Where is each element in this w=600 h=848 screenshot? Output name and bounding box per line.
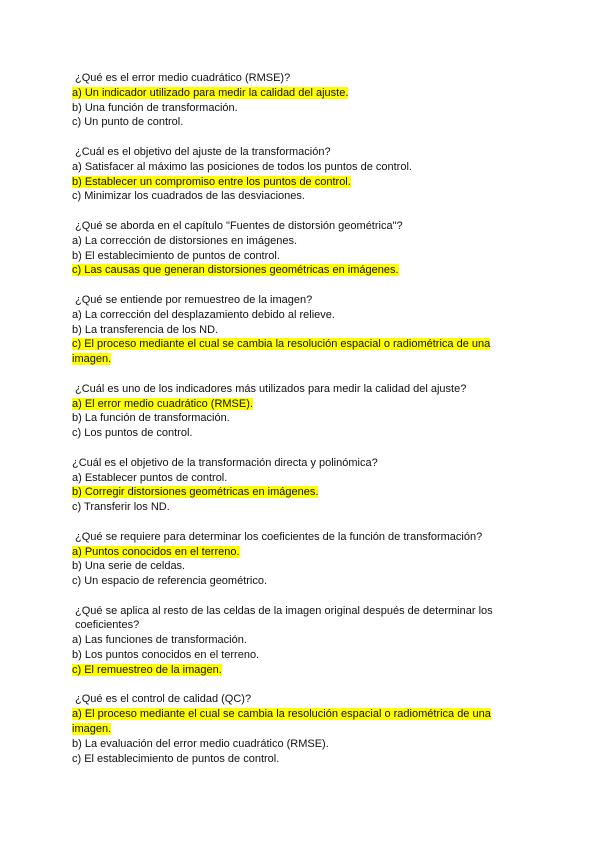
- answer-text: b) La transferencia de los ND.: [72, 323, 219, 336]
- answer-option: [72, 411, 500, 426]
- answer-text: c) El proceso mediante el cual se cambia la resolución espacial o radiométrica de una imagen.: [72, 338, 491, 366]
- answer-text: b) El establecimiento de puntos de control.: [72, 249, 280, 262]
- question-text: ¿Qué es el control de calidad (QC)?: [75, 693, 252, 706]
- question-block: [72, 293, 500, 367]
- answer-text: a) Puntos conocidos en el terreno.: [72, 545, 240, 558]
- answer-option: [72, 752, 500, 767]
- answer-text: c) Minimizar los cuadrados de las desviaciones.: [72, 190, 305, 203]
- answer-text: c) Un espacio de referencia geométrico.: [72, 575, 268, 588]
- answer-text: c) Las causas que generan distorsiones geométricas en imágenes.: [72, 264, 399, 277]
- question-text: ¿Cuál es el objetivo del ajuste de la transformación?: [75, 145, 331, 158]
- answer-option-correct: [72, 663, 500, 678]
- answer-option: [72, 426, 500, 441]
- answer-option-correct: [72, 545, 500, 560]
- answer-text: c) El establecimiento de puntos de control.: [72, 752, 280, 765]
- document-page: [72, 71, 500, 781]
- answer-text: a) La corrección del desplazamiento debido al relieve.: [72, 308, 335, 321]
- answer-option: [72, 234, 500, 249]
- answer-option: [72, 308, 500, 323]
- question-block: [72, 456, 500, 515]
- question-text: ¿Qué se requiere para determinar los coeficientes de la función de transformación?: [75, 530, 483, 543]
- answer-text: a) Las funciones de transformación.: [72, 634, 247, 647]
- question-text: ¿Qué se aborda en el capítulo "Fuentes de distorsión geométrica"?: [75, 219, 403, 232]
- answer-text: b) Establecer un compromiso entre los puntos de control.: [72, 175, 351, 188]
- answer-text: b) Los puntos conocidos en el terreno.: [72, 649, 260, 662]
- answer-option: [72, 574, 500, 589]
- question-text: ¿Qué se entiende por remuestreo de la imagen?: [75, 293, 313, 306]
- question-block: [72, 382, 500, 441]
- answer-option: [72, 648, 500, 663]
- question-text: ¿Qué se aplica al resto de las celdas de la imagen original después de determinar los coeficientes?: [75, 604, 493, 632]
- answer-option-correct: [72, 485, 500, 500]
- answer-option: [72, 323, 500, 338]
- question-block: [72, 71, 500, 130]
- answer-option: [72, 737, 500, 752]
- answer-option: [72, 249, 500, 264]
- answer-text: a) La corrección de distorsiones en imágenes.: [72, 234, 298, 247]
- question-text: ¿Cuál es uno de los indicadores más utilizados para medir la calidad del ajuste?: [75, 382, 467, 395]
- question-text: ¿Qué es el error medio cuadrático (RMSE)?: [75, 72, 291, 84]
- answer-option: [72, 189, 500, 204]
- answer-option-correct: [72, 263, 500, 278]
- answer-text: a) Un indicador utilizado para medir la calidad del ajuste.: [72, 86, 349, 99]
- question-block: [72, 219, 500, 278]
- question-block: [72, 530, 500, 589]
- answer-option: [72, 633, 500, 648]
- answer-option: [72, 115, 500, 130]
- question-block: [72, 604, 500, 678]
- question-block: [72, 145, 500, 204]
- answer-option: [72, 471, 500, 486]
- answer-option-correct: [72, 86, 500, 101]
- answer-text: c) Los puntos de control.: [72, 427, 193, 440]
- answer-text: b) La evaluación del error medio cuadrático (RMSE).: [72, 737, 329, 750]
- answer-text: c) Transferir los ND.: [72, 501, 170, 514]
- answer-option: [72, 500, 500, 515]
- answer-option: [72, 160, 500, 175]
- answer-text: b) La función de transformación.: [72, 412, 230, 425]
- answer-text: c) El remuestreo de la imagen.: [72, 663, 222, 676]
- answer-option: [72, 559, 500, 574]
- answer-text: b) Corregir distorsiones geométricas en imágenes.: [72, 486, 319, 499]
- answer-text: a) El proceso mediante el cual se cambia la resolución espacial o radiométrica de una imagen.: [72, 708, 491, 736]
- answer-option-correct: [72, 337, 500, 367]
- answer-option-correct: [72, 397, 500, 412]
- question-text: ¿Cuál es el objetivo de la transformación directa y polinómica?: [72, 456, 378, 469]
- answer-text: c) Un punto de control.: [72, 116, 184, 129]
- answer-text: a) El error medio cuadrático (RMSE).: [72, 397, 253, 410]
- answer-text: b) Una función de transformación.: [72, 101, 238, 114]
- answer-option-correct: [72, 175, 500, 190]
- answer-text: a) Establecer puntos de control.: [72, 471, 228, 484]
- answer-option: [72, 101, 500, 116]
- answer-text: b) Una serie de celdas.: [72, 560, 186, 573]
- answer-text: a) Satisfacer al máximo las posiciones de todos los puntos de control.: [72, 160, 412, 173]
- answer-option-correct: [72, 707, 500, 737]
- question-block: [72, 692, 500, 766]
